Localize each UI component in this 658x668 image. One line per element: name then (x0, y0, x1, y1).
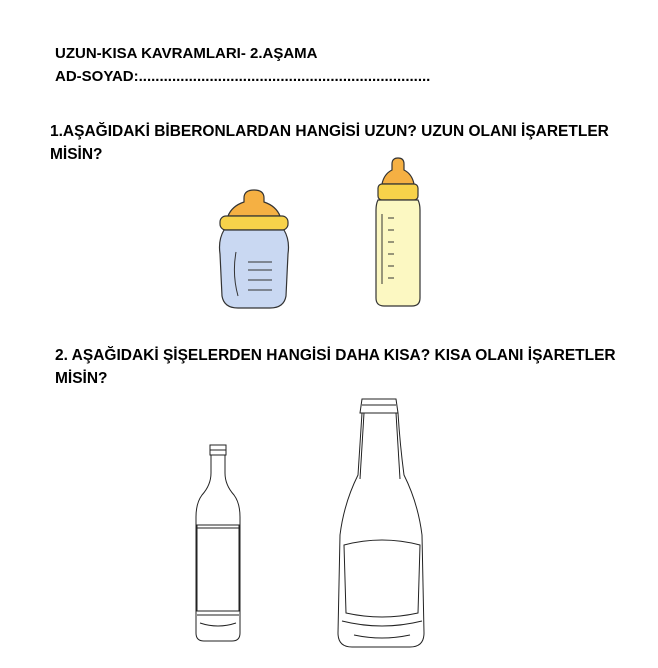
bottle-ring (220, 216, 288, 230)
bottle-body (220, 230, 289, 308)
worksheet-title: UZUN-KISA KAVRAMLARI- 2.AŞAMA (55, 45, 318, 62)
short-baby-bottle[interactable] (214, 188, 294, 312)
bottle-nipple (382, 158, 414, 184)
question-1-line-2: MİSİN? (50, 146, 103, 163)
question-1-line-1: 1.AŞAĞIDAKİ BİBERONLARDAN HANGİSİ UZUN? UZUN OLANI İŞARETLER (50, 123, 609, 140)
tall-glass-bottle[interactable] (334, 395, 430, 651)
bottle-body (376, 200, 420, 306)
bottle-label (197, 525, 239, 611)
question-2-line-2: MİSİN? (55, 370, 108, 387)
bottle-ring (378, 184, 418, 200)
tall-baby-bottle[interactable] (370, 156, 426, 310)
short-glass-bottle[interactable] (192, 443, 244, 643)
bottle-nipple (228, 190, 280, 216)
question-2-line-1: 2. AŞAĞIDAKİ ŞİŞELERDEN HANGİSİ DAHA KISA? KISA OLANI İŞARETLER (55, 347, 616, 364)
name-line: AD-SOYAD:...................................................................... (55, 68, 431, 85)
bottle-label (344, 540, 420, 617)
